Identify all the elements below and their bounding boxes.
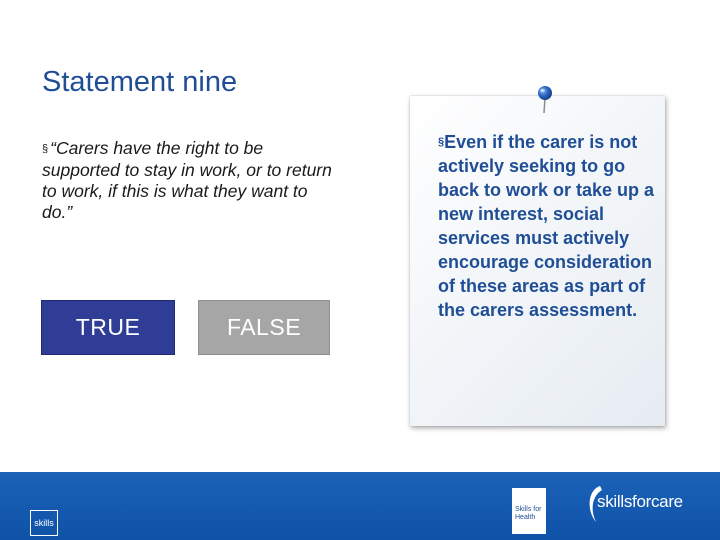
true-button[interactable] — [41, 300, 175, 355]
false-button[interactable] — [198, 300, 330, 355]
sticky-note — [410, 96, 665, 426]
statement-text: “Carers have the right to be supported to stay in work, or to return to work, if this is what they want to do.” — [42, 138, 332, 222]
skills-for-care-logo: skillsforcare — [597, 492, 683, 511]
false-button-label: FALSE — [226, 314, 302, 340]
pushpin-icon — [533, 84, 557, 114]
note-text: Even if the carer is not actively seeking to go back to work or take up a new interest, social services must actively encourage consideration of these areas as part of the carers assessment. — [438, 132, 655, 320]
page-title: Statement nine — [42, 66, 238, 98]
true-button-label: TRUE — [75, 314, 141, 340]
skills-logo: skills — [30, 510, 58, 536]
statement-text-block — [42, 138, 342, 223]
skills-for-health-logo: Skills for Health — [512, 488, 546, 534]
bullet-icon: § — [42, 143, 49, 155]
note-text-block — [438, 130, 660, 322]
bullet-icon: § — [438, 136, 445, 148]
